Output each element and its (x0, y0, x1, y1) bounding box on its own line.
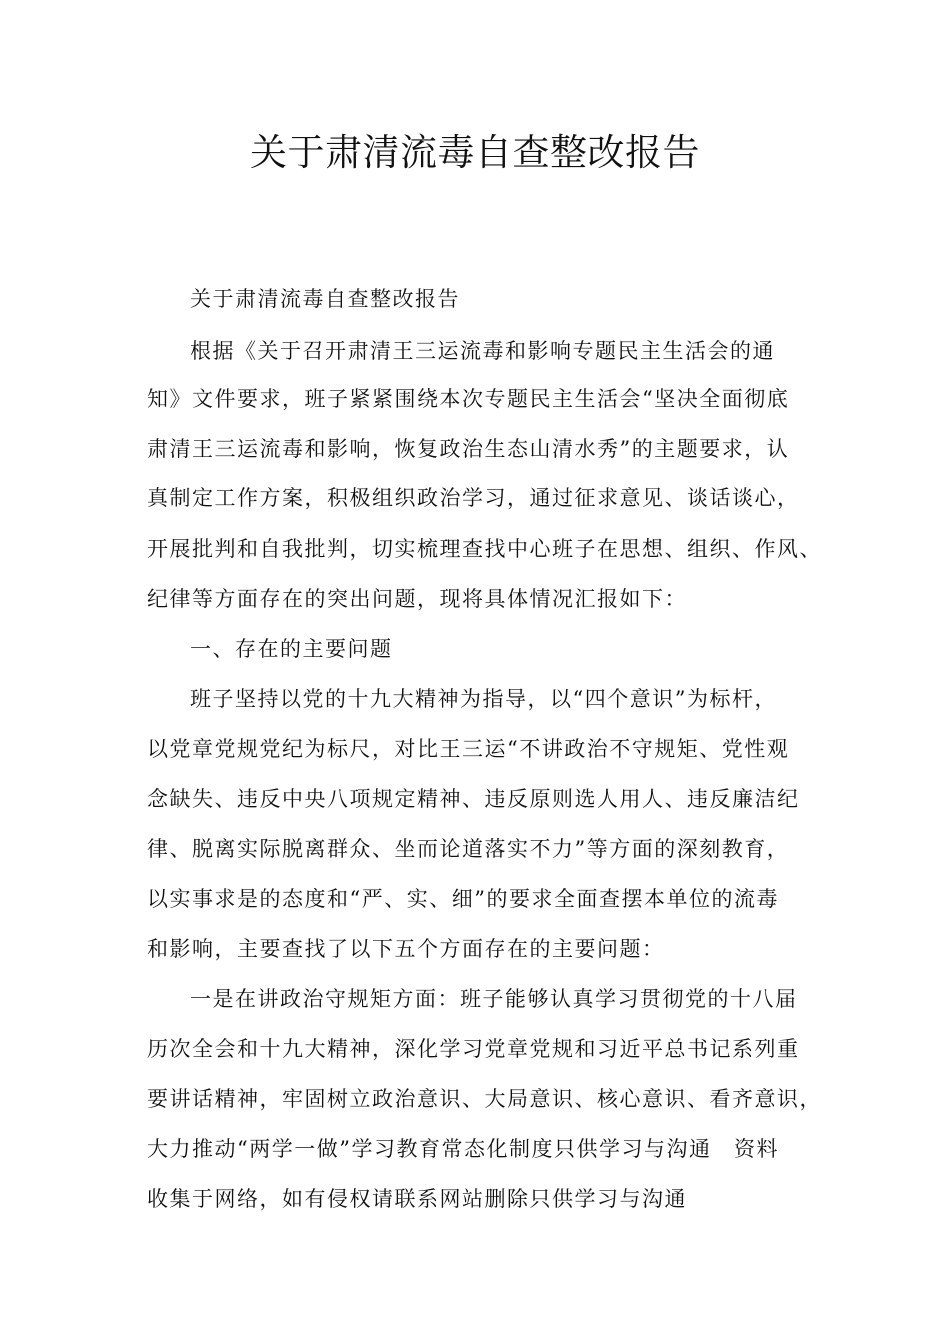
paragraph-line: 纪律等方面存在的突出问题，现将具体情况汇报如下： (147, 587, 687, 611)
paragraph-line: 以党章党规党纪为标尺，对比王三运“不讲政治不守规矩、党性观 (147, 737, 790, 761)
paragraph-line: 知》文件要求，班子紧紧围绕本次专题民主生活会“坚决全面彻底 (147, 387, 790, 411)
document-title: 关于肃清流毒自查整改报告 (250, 131, 700, 174)
paragraph-line: 班子坚持以党的十九大精神为指导，以“四个意识”为标杆， (190, 687, 777, 711)
paragraph-line: 以实事求是的态度和“严、实、细”的要求全面查摆本单位的流毒 (147, 887, 779, 911)
paragraph-line: 根据《关于召开肃清王三运流毒和影响专题民主生活会的通 (190, 339, 775, 363)
paragraph-line: 真制定工作方案，积极组织政治学习，通过征求意见、谈话谈心， (147, 486, 800, 510)
doc-subtitle-line: 关于肃清流毒自查整改报告 (190, 287, 460, 311)
paragraph-line: 念缺失、违反中央八项规定精神、违反原则选人用人、违反廉洁纪 (147, 787, 800, 811)
paragraph-line: 历次全会和十九大精神，深化学习党章党规和习近平总书记系列重 (147, 1037, 800, 1061)
paragraph-line: 要讲话精神，牢固树立政治意识、大局意识、核心意识、看齐意识， (147, 1087, 822, 1111)
paragraph-line: 收集于网络，如有侵权请联系网站删除只供学习与沟通 (147, 1187, 687, 1211)
paragraph-line: 和影响，主要查找了以下五个方面存在的主要问题： (147, 937, 665, 961)
section-heading: 一、存在的主要问题 (190, 637, 393, 661)
paragraph-line: 大力推动“两学一做”学习教育常态化制度只供学习与沟通 资料 (147, 1137, 779, 1161)
paragraph-line: 开展批判和自我批判，切实梳理查找中心班子在思想、组织、作风、 (147, 537, 822, 561)
paragraph-line: 肃清王三运流毒和影响，恢复政治生态山清水秀”的主题要求，认 (147, 437, 790, 461)
paragraph-line: 律、脱离实际脱离群众、坐而论道落实不力”等方面的深刻教育， (147, 837, 790, 861)
paragraph-line: 一是在讲政治守规矩方面：班子能够认真学习贯彻党的十八届 (190, 987, 798, 1011)
